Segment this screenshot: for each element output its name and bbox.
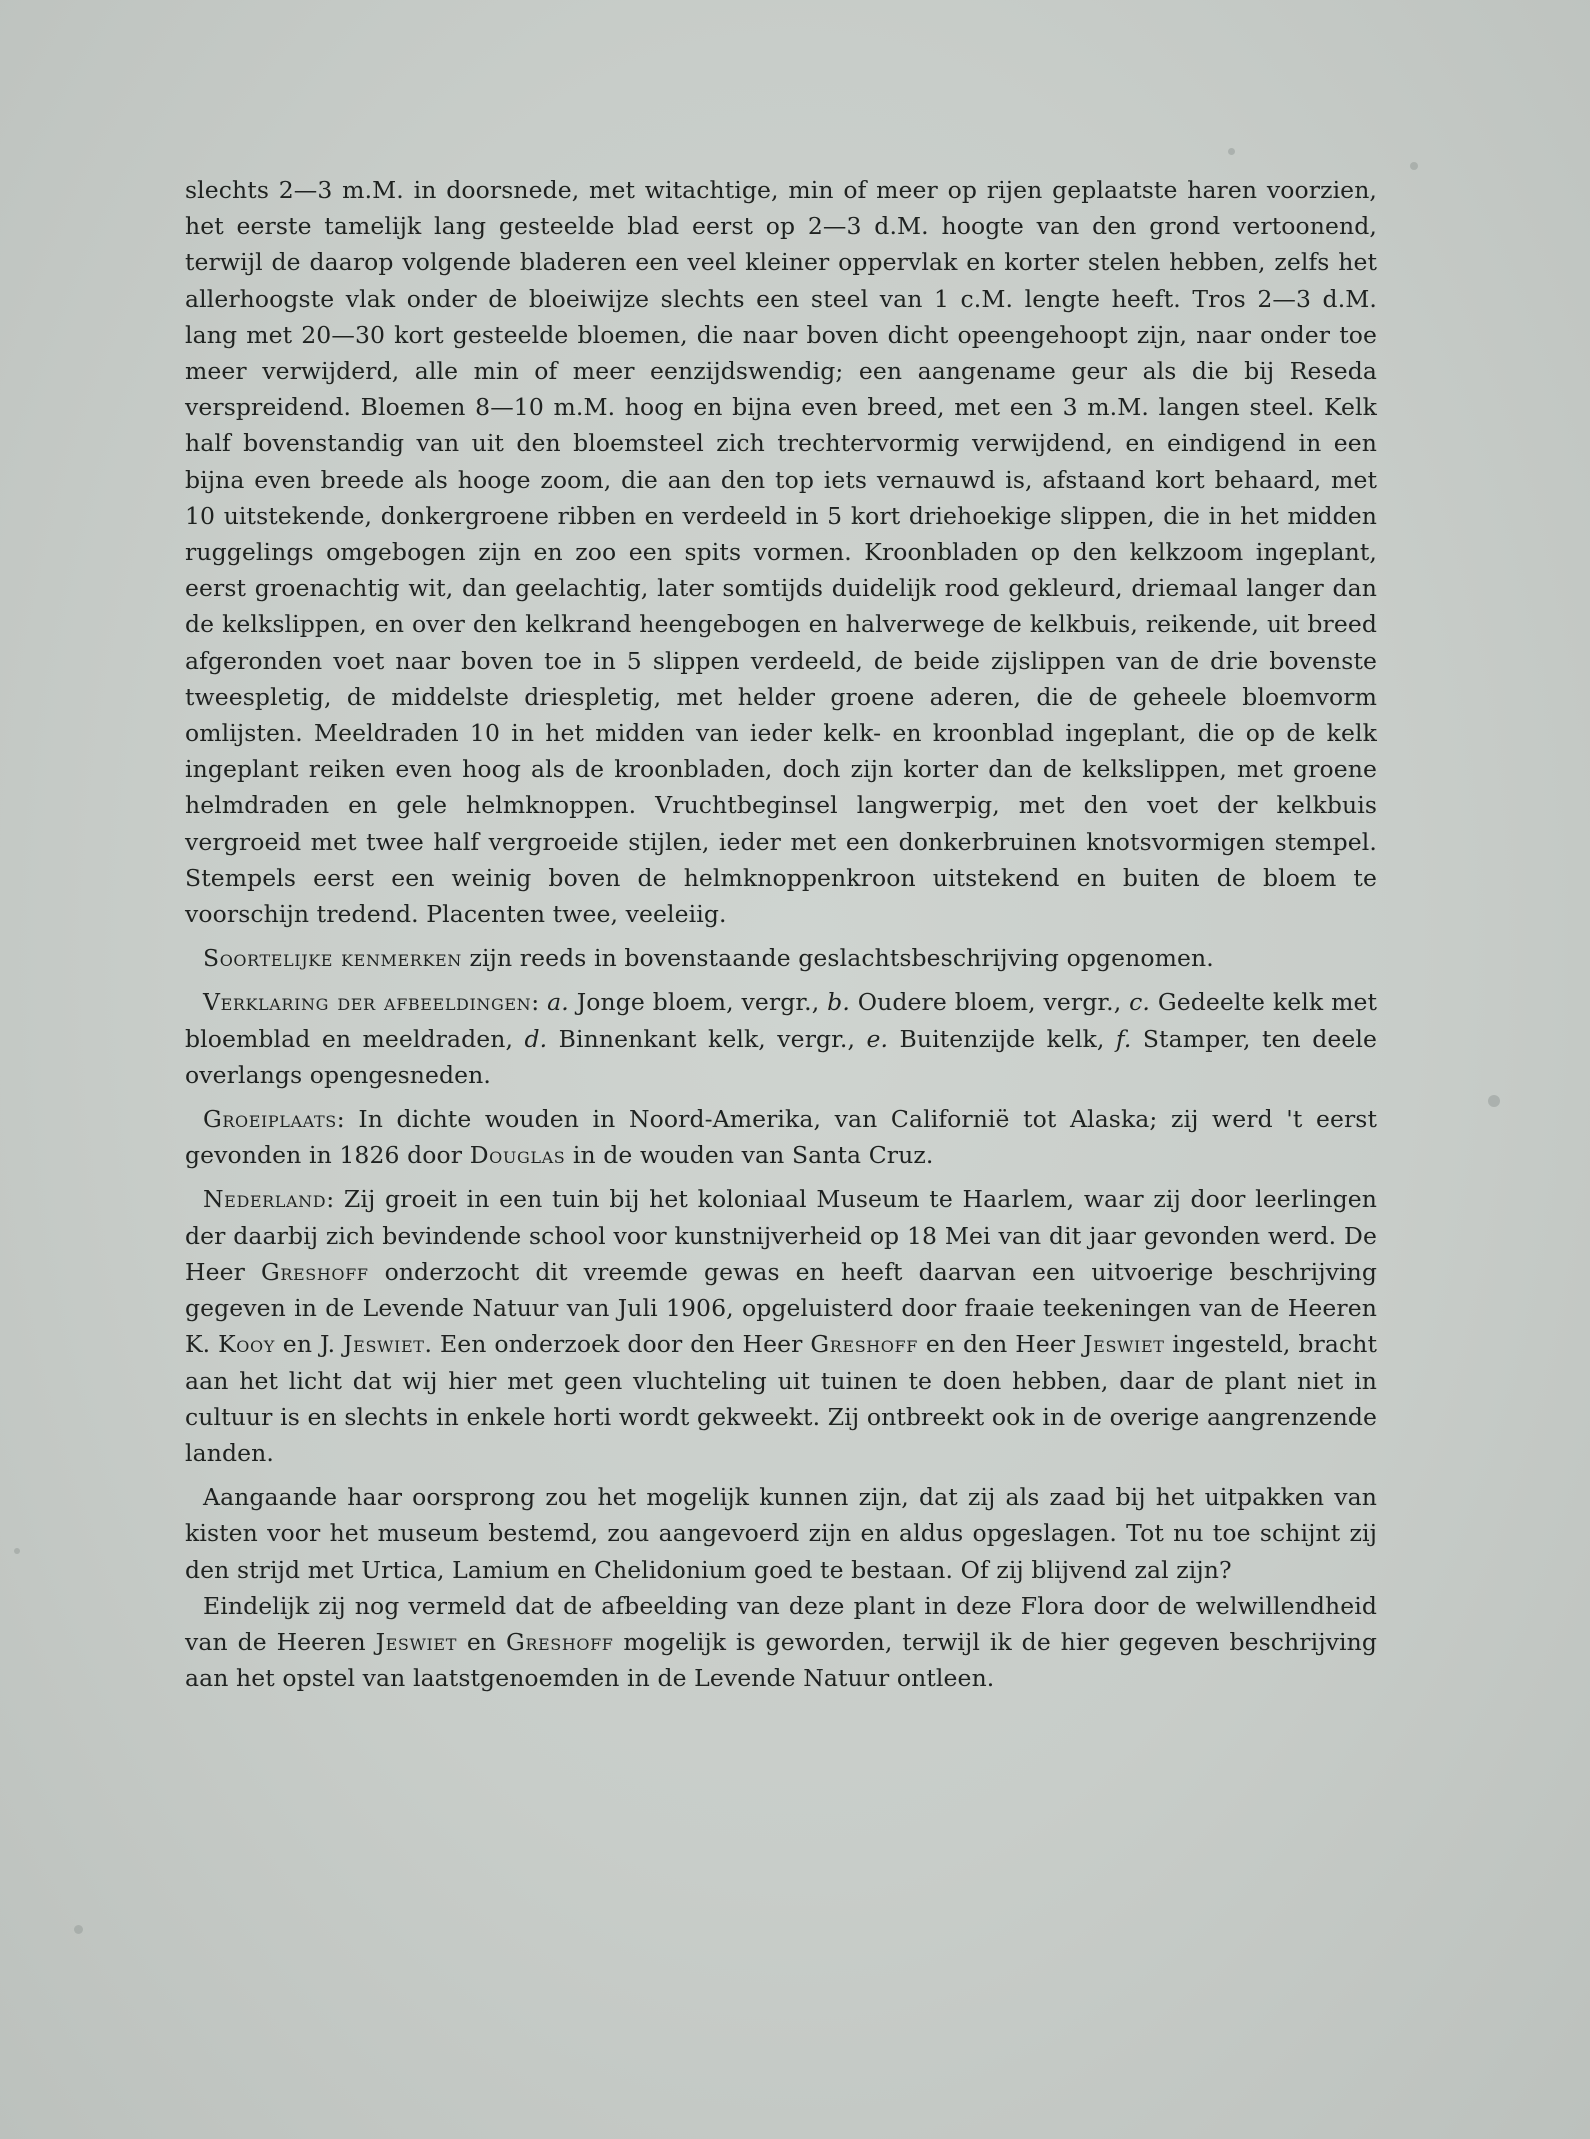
text-run: . Een onderzoek door den Heer <box>424 1330 811 1359</box>
paragraph-groeiplaats <box>185 1101 1377 1173</box>
text-run: Binnenkant kelk, vergr., <box>547 1024 867 1053</box>
paragraph-nederland <box>185 1181 1377 1471</box>
text-run: ingesteld, bracht aan het licht dat wij hier met geen vluchteling uit tuinen te doen hebben, daar de plant niet in cultuur is en slechts in enkele horti wordt gekweekt. Zij ontbreekt ook in de overige aangrenzende landen. <box>185 1330 1378 1467</box>
paragraph-oorsprong <box>185 1479 1377 1588</box>
text-run: en <box>457 1627 506 1656</box>
body-text <box>185 172 1377 1696</box>
text-run: Gedeelte kelk met bloemblad en meeldraden, <box>185 988 1378 1053</box>
small-caps-run: Kooy <box>218 1330 275 1359</box>
figure-letter: d. <box>524 1024 548 1053</box>
paper-speck <box>14 1548 20 1554</box>
text-run: zijn reeds in bovenstaande geslachtsbeschrijving opgenomen. <box>461 944 1214 973</box>
figure-letter: a. <box>547 988 569 1017</box>
small-caps-run: Greshoff <box>810 1330 918 1359</box>
paper-speck <box>1228 148 1235 155</box>
figure-letter: c. <box>1129 988 1150 1017</box>
text-run: Jonge bloem, vergr., <box>568 988 828 1017</box>
figure-letter: b. <box>827 988 850 1017</box>
text-run: en J. <box>274 1330 344 1359</box>
text-run: : <box>531 988 548 1017</box>
paragraph-verklaring-afbeeldingen <box>185 984 1377 1093</box>
small-caps-run: Soortelijke kenmerken <box>203 944 462 973</box>
small-caps-run: Jeswiet <box>375 1627 457 1656</box>
paper-speck <box>1410 162 1418 170</box>
text-run: Stamper, ten deele overlangs opengesneden. <box>185 1024 1377 1089</box>
figure-letter: e. <box>866 1024 889 1053</box>
figure-letter: f. <box>1115 1024 1132 1053</box>
paragraph-slot <box>185 1588 1377 1697</box>
text-run: : Zij groeit in een tuin bij het koloniaal Museum te Haarlem, waar zij door leerlingen der daarbij zich bevindende school voor kunstnijverheid op 18 Mei van dit jaar gevonden werd. De Heer <box>185 1185 1377 1286</box>
text-run: Oudere bloem, vergr., <box>849 988 1130 1017</box>
small-caps-run: Verklaring der afbeeldingen <box>203 988 532 1017</box>
text-run: Buitenzijde kelk, <box>888 1024 1116 1053</box>
text-run: mogelijk is geworden, terwijl ik de hier gegeven beschrijving aan het opstel van laatstgenoemden in de Levende Natuur ontleen. <box>185 1627 1377 1693</box>
paper-speck <box>74 1925 83 1934</box>
small-caps-run: Greshoff <box>260 1257 369 1286</box>
small-caps-run: Douglas <box>469 1141 566 1170</box>
text-run: in de wouden van Santa Cruz. <box>565 1141 934 1170</box>
text-run: : In dichte wouden in Noord-Amerika, van Californië tot Alaska; zij werd 't eerst gevonden in 1826 door <box>185 1105 1377 1170</box>
text-run: Eindelijk zij nog vermeld dat de afbeelding van deze plant in deze Flora door de welwillendheid van de Heeren <box>185 1591 1377 1656</box>
small-caps-run: Groeiplaats <box>203 1105 337 1134</box>
small-caps-run: Jeswiet <box>343 1330 425 1359</box>
paragraph-soortelijke-kenmerken <box>185 940 1377 976</box>
small-caps-run: Nederland <box>203 1185 327 1214</box>
text-run: en den Heer <box>917 1330 1084 1359</box>
small-caps-run: Greshoff <box>505 1627 614 1656</box>
text-run: slechts 2—3 m.M. in doorsnede, met witachtige, min of meer op rijen geplaatste haren voorzien, het eerste tamelijk lang gesteelde blad eerst op 2—3 d.M. hoogte van den grond vertoonend, terwijl de daarop volgende bladeren een veel kleiner oppervlak en korter stelen hebben, zelfs het allerhoogste vlak onder de bloeiwijze slechts een steel van 1 c.M. lengte heeft. Tros 2—3 d.M. lang met 20—30 kort gesteelde bloemen, die naar boven dicht opeengehoopt zijn, naar onder toe meer verwijderd, alle min of meer eenzijdswendig; een aangename geur als die bij Reseda verspreidend. Bloemen 8—10 m.M. hoog en bijna even breed, met een 3 m.M. langen steel. Kelk half bovenstandig van uit den bloemsteel zich trechtervormig verwijdend, en eindigend in een bijna even breede als hooge zoom, die aan den top iets vernauwd is, afstaand kort behaard, met 10 uitstekende, donkergroene ribben en verdeeld in 5 kort driehoekige slippen, die in het midden ruggelings omgebogen zijn en zoo een spits vormen. Kroonbladen op den kelkzoom ingeplant, eerst groenachtig wit, dan geelachtig, later somtijds duidelijk rood gekleurd, driemaal langer dan de kelkslippen, en over den kelkrand heengebogen en halverwege de kelkbuis, reikende, uit breed afgeronden voet naar boven toe in 5 slippen verdeeld, de beide zijslippen van de drie bovenste tweespletig, de middelste driespletig, met helder groene aderen, die de geheele bloemvorm omlijsten. Meeldraden 10 in het midden van ieder kelk- en kroonblad ingeplant, die op de kelk ingeplant reiken even hoog als de kroonbladen, doch zijn korter dan de kelkslippen, met groene helmdraden en gele helmknoppen. Vruchtbeginsel langwerpig, met den voet der kelkbuis vergroeid met twee half vergroeide stijlen, ieder met een donkerbruinen knotsvormigen stempel. Stempels eerst een weinig boven de helmknoppenkroon uitstekend en buiten de bloem te voorschijn tredend. Placenten twee, veeleiig. <box>185 176 1377 929</box>
paragraph-description <box>185 172 1377 932</box>
paper-speck <box>1488 1095 1500 1107</box>
text-run: onderzocht dit vreemde gewas en heeft daarvan een uitvoerige beschrijving gegeven in de Levende Natuur van Juli 1906, opgeluisterd door fraaie teekeningen van de Heeren K. <box>185 1257 1377 1359</box>
text-run: Aangaande haar oorsprong zou het mogelijk kunnen zijn, dat zij als zaad bij het uitpakken van kisten voor het museum bestemd, zou aangevoerd zijn en aldus opgeslagen. Tot nu toe schijnt zij den strijd met Urtica, Lamium en Chelidonium goed te bestaan. Of zij blijvend zal zijn? <box>185 1483 1377 1584</box>
small-caps-run: Jeswiet <box>1083 1330 1165 1359</box>
